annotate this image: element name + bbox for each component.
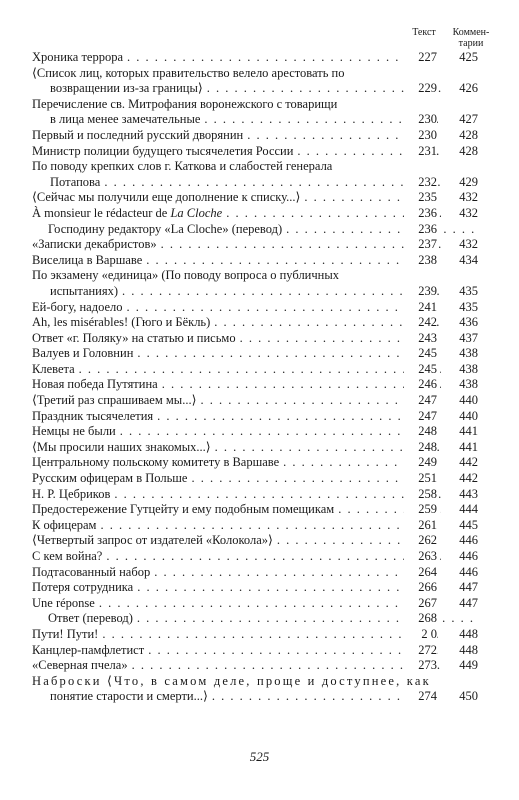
toc-entry-title: Валуев и Головнин xyxy=(32,346,134,361)
toc-entry-text-page: 229 xyxy=(404,81,437,97)
toc-entry-title: «Записки декабристов» xyxy=(32,237,157,252)
toc-entry-title: Хроника террора xyxy=(32,50,124,64)
table-of-contents xyxy=(32,50,478,705)
toc-entry-comment-page: 438 xyxy=(441,377,478,393)
toc-entry-text-page: 227 xyxy=(404,50,437,66)
toc-entry-title: ⟨Сейчас мы получили еще дополнение к списку...⟩ xyxy=(32,190,301,205)
toc-entry-title: Потапова xyxy=(50,174,101,189)
toc-entry-text-page: 258 xyxy=(404,487,437,503)
toc-entry-title: ⟨Мы просили наших знакомых...⟩ xyxy=(32,439,211,454)
toc-entry-title-line xyxy=(32,268,478,284)
toc-entry-comment-page: 426 xyxy=(441,81,478,97)
toc-entry-comment-page: 438 xyxy=(441,362,478,378)
toc-entry-title: Ответ (перевод) xyxy=(48,611,133,626)
toc-entry-comment-page: 434 xyxy=(441,253,478,269)
toc-entry xyxy=(32,580,478,596)
toc-entry xyxy=(32,253,478,269)
toc-entry-comment-page: 449 xyxy=(441,658,478,674)
toc-entry-text-page: 245 xyxy=(404,362,437,378)
toc-entry xyxy=(32,237,478,253)
column-header-comments-line1: Коммен- xyxy=(452,27,490,38)
toc-entry-title: Русским офицерам в Польше xyxy=(32,471,188,486)
toc-entry-title: Клевета xyxy=(32,361,75,376)
toc-entry xyxy=(32,424,478,440)
column-header-comments xyxy=(440,27,502,49)
toc-entry-text-page: 2 0 xyxy=(404,627,437,643)
toc-entry-title: в лица менее замечательные xyxy=(50,112,201,127)
toc-entry-title: «Северная пчела» xyxy=(32,658,128,673)
toc-entry-comment-page: 432 xyxy=(441,237,478,253)
toc-entry-comment-page: 447 xyxy=(441,580,478,596)
toc-entry xyxy=(32,268,478,299)
toc-entry xyxy=(32,440,478,456)
toc-entry-text-page: 272 xyxy=(404,643,437,659)
toc-entry-title: ⟨Третий раз спрашиваем мы...⟩ xyxy=(32,393,197,408)
toc-entry-comment-page: 435 xyxy=(441,284,478,300)
toc-entry-comment-page: 446 xyxy=(441,533,478,549)
toc-entry xyxy=(32,627,478,643)
toc-entry xyxy=(32,159,478,190)
toc-entry-comment-page: 437 xyxy=(441,331,478,347)
toc-entry xyxy=(32,393,478,409)
toc-entry-comment-page: 427 xyxy=(441,112,478,128)
toc-entry-comment-page: 428 xyxy=(441,144,478,160)
toc-entry-comment-page: 446 xyxy=(441,565,478,581)
toc-entry-text-page: 236 xyxy=(404,206,437,222)
toc-entry-text-page: 242 xyxy=(404,315,437,331)
toc-entry xyxy=(32,362,478,378)
toc-entry xyxy=(32,611,478,627)
toc-entry-comment-page: 436 xyxy=(441,315,478,331)
toc-entry-text-page: 268 xyxy=(404,611,437,627)
toc-entry-text-page: 248 xyxy=(404,440,437,456)
toc-entry-title: Перечисление св. Митрофания воронежского с товарищи xyxy=(32,96,338,111)
toc-entry-text-page: 264 xyxy=(404,565,437,581)
toc-entry-comment-page: 442 xyxy=(441,455,478,471)
toc-entry-text-page: 246 xyxy=(404,377,437,393)
toc-entry-title: По поводу крепких слов г. Каткова и слабостей генерала xyxy=(32,159,333,174)
toc-entry-comment-page: 445 xyxy=(441,518,478,534)
toc-entry xyxy=(32,549,478,565)
toc-entry-text-page: 273 xyxy=(404,658,437,674)
toc-entry-title: К офицерам xyxy=(32,517,97,532)
column-header-text-label: Текст xyxy=(412,27,436,38)
toc-entry-comment-page: 447 xyxy=(441,596,478,612)
toc-entry-title: À monsieur le rédacteur de La Cloche xyxy=(32,205,223,220)
toc-entry-comment-page: 440 xyxy=(441,409,478,425)
toc-entry-comment-page: 432 xyxy=(441,190,478,206)
toc-entry-comment-page: 438 xyxy=(441,346,478,362)
toc-entry xyxy=(32,222,478,238)
toc-entry-title: Центральному польскому комитету в Варшаве xyxy=(32,455,280,470)
toc-entry-comment-page: 425 xyxy=(441,50,478,66)
toc-entry-title: Н. Р. Цебриков xyxy=(32,486,111,501)
toc-entry xyxy=(32,206,478,222)
toc-entry-comment-page: 450 xyxy=(441,689,478,705)
toc-entry-text-page: 263 xyxy=(404,549,437,565)
toc-entry-text-page: 239 xyxy=(404,284,437,300)
toc-entry-text-page: 251 xyxy=(404,471,437,487)
toc-entry-comment-page: 441 xyxy=(441,424,478,440)
toc-entry-text-page: 237 xyxy=(404,237,437,253)
toc-entry-comment-page: 443 xyxy=(441,487,478,503)
toc-entry-text-page: 245 xyxy=(404,346,437,362)
toc-entry-title: понятие старости и смерти...⟩ xyxy=(50,689,208,704)
toc-entry-title: ⟨Список лиц, которых правительство велело арестовать по xyxy=(32,65,345,80)
toc-entry xyxy=(32,643,478,659)
page-number: 525 xyxy=(249,749,270,764)
toc-entry-title: Ей-богу, надоело xyxy=(32,299,123,314)
toc-entry-title: Une réponse xyxy=(32,595,95,610)
toc-entry-title: возвращении из-за границы⟩ xyxy=(50,81,203,96)
toc-entry-title: Министр полиции будущего тысячелетия России xyxy=(32,143,294,158)
toc-entry-title: Потеря сотрудника xyxy=(32,580,134,595)
toc-entry-title: Подтасованный набор xyxy=(32,564,151,579)
toc-entry-text-page: 259 xyxy=(404,502,437,518)
toc-entry-comment-page: 448 xyxy=(441,643,478,659)
toc-entry-text-page: 243 xyxy=(404,331,437,347)
toc-entry-title: Ah, les misérables! (Гюго и Бёкль) xyxy=(32,315,211,330)
toc-entry-title: Новая победа Путятина xyxy=(32,377,158,392)
toc-entry-title: С кем война? xyxy=(32,549,103,563)
toc-entry-text-page: 231 xyxy=(404,144,437,160)
toc-entry-title: Виселица в Варшаве xyxy=(32,252,143,267)
toc-entry-text-page: 230 xyxy=(404,128,437,144)
toc-entry-title: Господину редактору «La Cloche» (перевод) xyxy=(48,221,283,236)
toc-entry xyxy=(32,409,478,425)
toc-entry-comment-page: 441 xyxy=(441,440,478,456)
toc-entry-comment-page: 446 xyxy=(441,549,478,565)
toc-entry xyxy=(32,487,478,503)
toc-entry-title: ⟨Четвертый запрос от издателей «Колокола»⟩ xyxy=(32,533,273,548)
toc-entry-title: Праздник тысячелетия xyxy=(32,408,154,423)
toc-entry xyxy=(32,471,478,487)
toc-entry-text-page: 249 xyxy=(404,455,437,471)
toc-entry-text-page: 238 xyxy=(404,253,437,269)
toc-entry-text-page: 247 xyxy=(404,393,437,409)
toc-entry-title: Первый и последний русский дворянин xyxy=(32,127,244,142)
toc-entry-text-page: 232 xyxy=(404,175,437,191)
toc-entry-comment-page: 444 xyxy=(441,502,478,518)
toc-entry-comment-page: 442 xyxy=(441,471,478,487)
toc-entry xyxy=(32,658,478,674)
toc-entry xyxy=(32,533,478,549)
toc-entry xyxy=(32,331,478,347)
toc-entry xyxy=(32,128,478,144)
toc-entry-title: Наброски ⟨Что, в самом деле, проще и доступнее, как xyxy=(32,673,431,688)
column-header-text xyxy=(404,27,444,38)
toc-entry-title: Пути! Пути! xyxy=(32,626,99,641)
toc-entry xyxy=(32,190,478,206)
toc-entry xyxy=(32,50,478,66)
toc-entry-title: Ответ «г. Поляку» на статью и письмо xyxy=(32,330,236,345)
toc-entry xyxy=(32,455,478,471)
toc-entry xyxy=(32,674,478,705)
toc-entry-text-page: 235 xyxy=(404,190,437,206)
toc-entry-comment-page: 440 xyxy=(441,393,478,409)
toc-entry xyxy=(32,66,478,97)
toc-entry xyxy=(32,144,478,160)
toc-entry-text-page: 230 xyxy=(404,112,437,128)
column-header-comments-line2: тарии xyxy=(458,38,484,49)
toc-entry-comment-page: 435 xyxy=(441,300,478,316)
toc-entry-comment-page: 432 xyxy=(441,206,478,222)
toc-entry-text-page: 262 xyxy=(404,533,437,549)
toc-entry xyxy=(32,97,478,128)
toc-entry-title: По экзамену «единица» (По поводу вопроса о публичных xyxy=(32,268,339,283)
toc-entry-title: испытаниях) xyxy=(50,283,119,298)
toc-entry-text-page: 261 xyxy=(404,518,437,534)
toc-entry-title-line xyxy=(32,66,478,82)
toc-entry-text-page: 236 xyxy=(404,222,437,238)
toc-entry-title: Немцы не были xyxy=(32,424,116,439)
toc-entry-title: Предостережение Гутцейту и ему подобным помещикам xyxy=(32,502,335,517)
toc-entry-title-line xyxy=(32,159,478,175)
toc-entry-text-page: 247 xyxy=(404,409,437,425)
toc-entry xyxy=(32,315,478,331)
toc-entry-text-page: 241 xyxy=(404,300,437,316)
toc-entry-comment-page: 448 xyxy=(441,627,478,643)
toc-entry xyxy=(32,377,478,393)
toc-entry-title: Канцлер-памфлетист xyxy=(32,642,145,657)
toc-entry-text-page: 274 xyxy=(404,689,437,705)
toc-entry-title-line xyxy=(32,97,478,113)
toc-entry xyxy=(32,502,478,518)
toc-entry-title-line xyxy=(32,674,478,690)
toc-entry xyxy=(32,565,478,581)
toc-entry-text-page: 267 xyxy=(404,596,437,612)
toc-entry xyxy=(32,596,478,612)
toc-entry xyxy=(32,346,478,362)
toc-entry-comment-page: 429 xyxy=(441,175,478,191)
toc-entry-comment-page: 428 xyxy=(441,128,478,144)
toc-entry-text-page: 266 xyxy=(404,580,437,596)
toc-entry xyxy=(32,300,478,316)
toc-entry-text-page: 248 xyxy=(404,424,437,440)
toc-entry xyxy=(32,518,478,534)
